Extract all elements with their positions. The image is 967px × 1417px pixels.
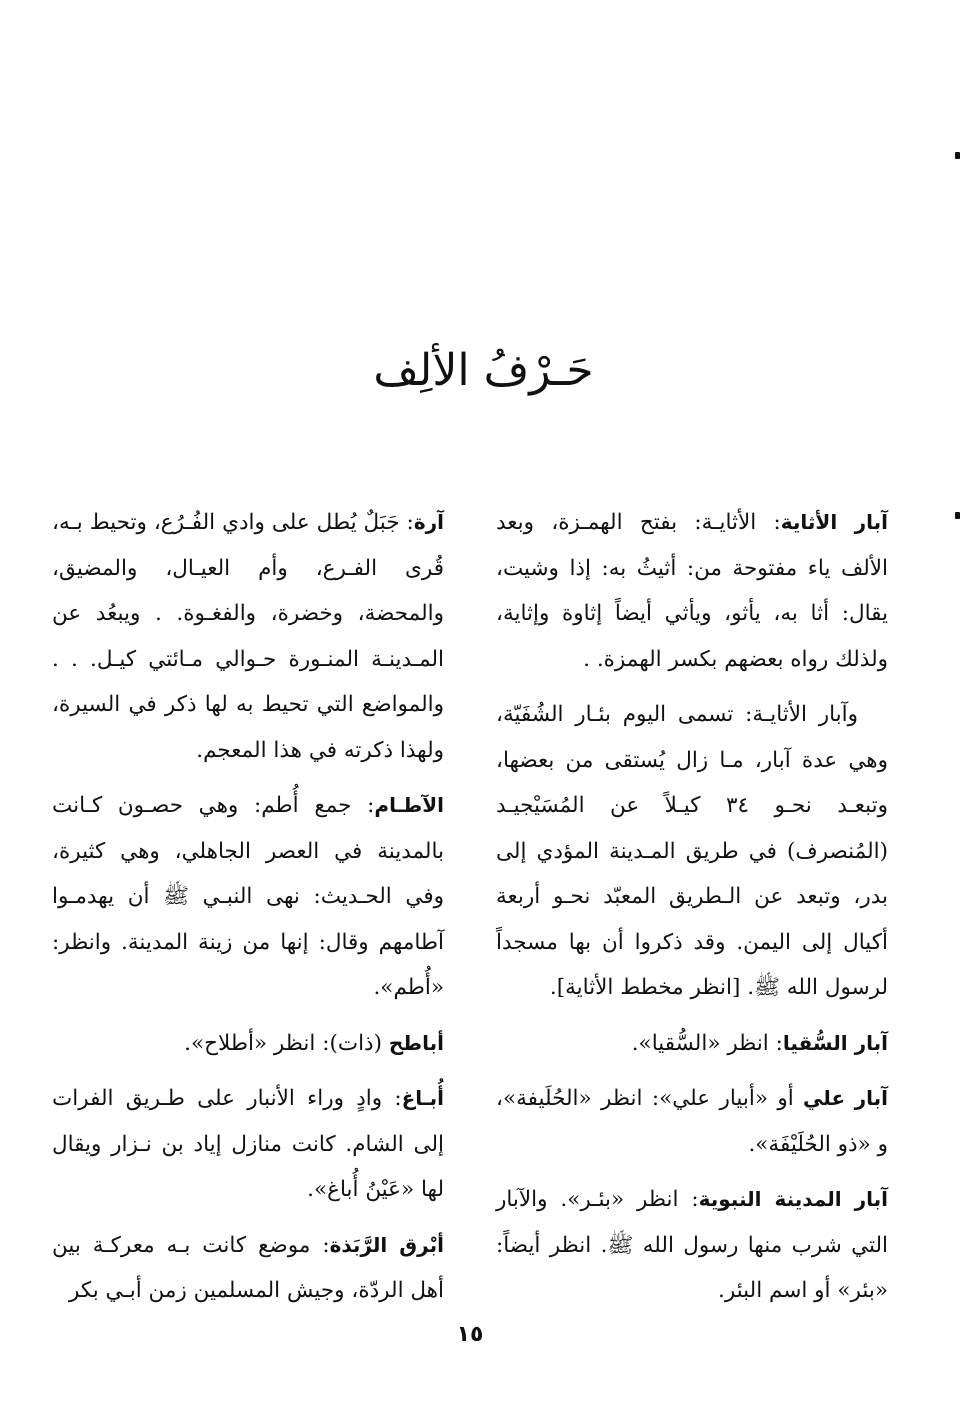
left-column <box>52 500 444 1324</box>
entry-term: آبار المدينة النبوية <box>698 1187 888 1211</box>
entry-ara <box>52 500 444 773</box>
entry-term: أباطح <box>388 1030 444 1055</box>
entry-text: : موضع كانت بـه معركـة بين أهل الردّة، وجيش المسلمين زمن أبـي بكر <box>52 1232 444 1303</box>
entry-text: أو «أبيار علي»: انظر «الحُلَيفة»، و «ذو الحُلَيْفَة». <box>496 1086 888 1157</box>
entry-al-atam <box>52 783 444 1011</box>
page-number: ١٥ <box>456 1322 484 1347</box>
entry-abraq-al-rabadha <box>52 1223 444 1314</box>
entry-abar-al-suqya <box>496 1021 888 1067</box>
margin-mark <box>955 152 960 159</box>
entry-term: آرة <box>413 510 444 534</box>
entry-term: أُبـاغ <box>401 1086 444 1110</box>
entry-text: : انظر «بئـر». والآبار التي شرب منها رسول الله ﷺ. انظر أيضاً: «بئر» أو اسم البئر. <box>496 1187 888 1303</box>
entry-text: : الأثايـة: بفتح الهمـزة، وبعد الألف ياء مفتوحة من: أثيثُ به: إذا وشيت، يقال: أثا به، يأثو، ويأثي أيضاً إثاوة وإثاية، ولذلك رواه بعضهم بكسر الهمزة. . <box>496 510 888 672</box>
page-heading: حَـرْفُ الألِف <box>373 345 594 396</box>
entry-term: الآطـام <box>374 793 444 817</box>
entry-text: : جَبَلٌ يُطل على وادي الفُـرُع، وتحيط بـه، قُرى الفـرع، وأم العيـال، والمضيق، والمحضة، وخضرة، والفغـوة. . ويبعُد عن المـدينـة المنـورة حـوالي مـائتي كيـل. . . والمواضع التي تحيط به لها ذكر في السيرة، ولهذا ذكرته في هذا المعجم. <box>52 510 445 763</box>
entry-abatih <box>52 1021 444 1067</box>
entry-term: آبار السُّقيا <box>782 1030 888 1055</box>
entry-abar-ali <box>496 1076 888 1167</box>
right-column <box>496 500 888 1324</box>
entry-term: آبار علي <box>803 1086 888 1110</box>
entry-term: آبار الأثاية <box>780 510 888 534</box>
entry-abagh <box>52 1076 444 1213</box>
entry-abar-al-madina <box>496 1177 888 1314</box>
entry-text: : وادٍ وراء الأنبار على طـريق الفرات إلى الشام. كانت منازل إياد بن نـزار ويقال لها «عَيْنُ أُباغ». <box>52 1086 444 1202</box>
margin-mark <box>955 512 960 519</box>
entry-abar-al-athaya <box>496 500 888 682</box>
entry-term: أبْرق الرَّبَذة <box>329 1232 444 1257</box>
entry-text: : انظر «السُّقيا». <box>631 1030 783 1056</box>
entry-abar-al-athaya-continued <box>496 692 888 1011</box>
entry-text: : جمع أُطم: وهي حصـون كـانت بالمدينة في العصر الجاهلي، وهي كثيرة، وفي الحـديث: نهى النبـي ﷺ أن يهدمـوا آطامهم وقال: إنها من زينة المدينة. وانظر: «أُطم». <box>52 793 444 1000</box>
entry-text: وآبار الأثايـة: تسمى اليوم بئـار الشُفَيّة، وهي عدة آبار، مـا زال يُستقى من بعضها، وتبعـد نحـو ٣٤ كيـلاً عن المُسَيْجيـد (المُنصرف) في طريق المـدينة المؤدي إلى بدر، وتبعد عن الـطريق المعبّد نحـو أربعة أكيال إلى اليمن. وقد ذكروا أن بها مسجداً لرسول الله ﷺ. [انظر مخطط الأثاية]. <box>496 702 889 1000</box>
entry-text: (ذات): انظر «أطلاح». <box>184 1030 389 1056</box>
